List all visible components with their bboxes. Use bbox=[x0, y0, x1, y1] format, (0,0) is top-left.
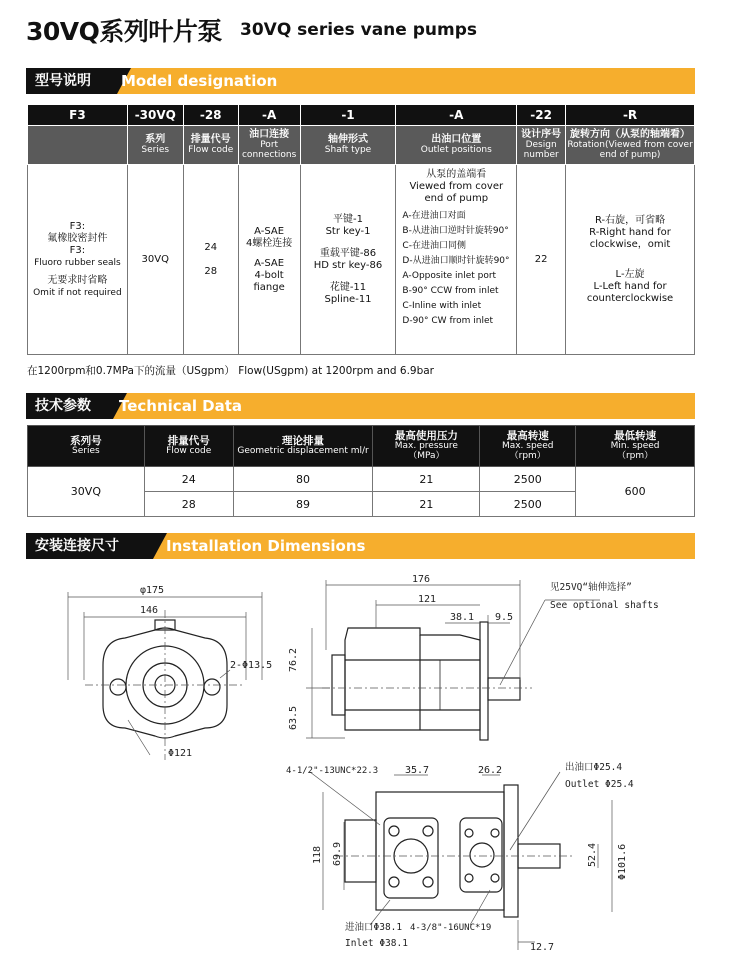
page-title-en: 30VQ series vane pumps bbox=[240, 20, 477, 40]
model-header-cell: 旋转方向（从泵的轴端看） Rotation(Viewed from cover end of pump) bbox=[566, 126, 695, 165]
tech-header-cell: 最高使用压力 Max. pressure （MPa） bbox=[373, 426, 480, 467]
model-section-title-cn: 型号说明 bbox=[26, 68, 117, 94]
dim-label: 52.4 bbox=[587, 842, 598, 867]
model-header-cell bbox=[28, 126, 128, 165]
dim-label: Φ121 bbox=[168, 748, 193, 759]
model-header-cell: 轴伸形式 Shaft type bbox=[300, 126, 396, 165]
tech-section-title-cn: 技术参数 bbox=[26, 393, 113, 419]
flow-code-value: 28 bbox=[144, 492, 233, 517]
dim-label: 146 bbox=[140, 605, 159, 616]
dim-label: 121 bbox=[418, 594, 437, 605]
model-code-cell: F3 bbox=[28, 105, 128, 126]
dim-label: 12.7 bbox=[530, 942, 555, 953]
dim-label: 2-Φ13.5 bbox=[230, 660, 273, 671]
inlet-label-en: Inlet Φ38.1 bbox=[345, 938, 408, 949]
dim-label: 38.1 bbox=[450, 612, 475, 623]
design-cell: 22 bbox=[517, 165, 566, 355]
tech-section-title-en: Technical Data bbox=[119, 397, 243, 415]
model-header-cell: 设计序号 Design number bbox=[517, 126, 566, 165]
model-code-cell: -22 bbox=[517, 105, 566, 126]
installation-drawings bbox=[0, 560, 748, 970]
outlet-label-cn: 出油口Φ25.4 bbox=[565, 762, 623, 773]
dim-label: 63.5 bbox=[288, 705, 299, 730]
install-section-band bbox=[26, 533, 695, 559]
table-row bbox=[28, 467, 695, 492]
dim-label: 26.2 bbox=[478, 765, 503, 776]
tech-data-table bbox=[27, 425, 695, 517]
model-code-cell: -30VQ bbox=[127, 105, 183, 126]
see-shafts-en: See optional shafts bbox=[550, 600, 659, 611]
model-section-title-en: Model designation bbox=[121, 72, 278, 90]
max-speed-value: 2500 bbox=[480, 467, 576, 492]
pressure-value: 21 bbox=[373, 467, 480, 492]
dim-label: φ175 bbox=[140, 585, 165, 596]
dim-label: 4-3/8"-16UNC*19 bbox=[410, 923, 492, 933]
tech-header-cell: 系列号 Series bbox=[28, 426, 145, 467]
tech-header-row bbox=[28, 426, 695, 467]
model-header-cell: 排量代号 Flow code bbox=[183, 126, 238, 165]
dim-label: 118 bbox=[312, 845, 323, 864]
model-body-row bbox=[28, 165, 695, 355]
tech-header-cell: 排量代号 Flow code bbox=[144, 426, 233, 467]
dim-label: 176 bbox=[412, 574, 431, 585]
tech-header-cell: 最高转速 Max. speed （rpm） bbox=[480, 426, 576, 467]
model-code-row bbox=[28, 105, 695, 126]
model-section-band bbox=[26, 68, 695, 94]
rotation-cell: R-右旋，可省略 R-Right hand for clockwise，omit L-左旋 L-Left hand for counterclockwise bbox=[566, 165, 695, 355]
model-header-row bbox=[28, 126, 695, 165]
tech-header-cell: 最低转速 Min. speed （rpm） bbox=[576, 426, 695, 467]
series-cell: 30VQ bbox=[127, 165, 183, 355]
model-code-cell: -A bbox=[238, 105, 300, 126]
page-title-cn: 30VQ系列叶片泵 bbox=[26, 17, 222, 46]
model-code-cell: -A bbox=[396, 105, 517, 126]
outlet-label-en: Outlet Φ25.4 bbox=[565, 779, 634, 790]
dim-label: 9.5 bbox=[495, 612, 514, 623]
dim-label: 35.7 bbox=[405, 765, 430, 776]
min-speed-value: 600 bbox=[576, 467, 695, 517]
tech-section-band bbox=[26, 393, 695, 419]
shaft-cell: 平键-1 Str key-1 重载平键-86 HD str key-86 花键-11 Spline-11 bbox=[300, 165, 396, 355]
model-code-cell: -28 bbox=[183, 105, 238, 126]
model-code-cell: -1 bbox=[300, 105, 396, 126]
dim-label: 76.2 bbox=[288, 647, 299, 672]
pressure-value: 21 bbox=[373, 492, 480, 517]
inlet-label-cn: 进油口Φ38.1 bbox=[345, 922, 403, 933]
flow-code-cell: 24 28 bbox=[183, 165, 238, 355]
tech-header-cell: 理论排量 Geometric displacement ml/r bbox=[233, 426, 373, 467]
dim-label: Φ101.6 bbox=[617, 843, 628, 880]
model-header-cell: 系列 Series bbox=[127, 126, 183, 165]
port-view-drawing bbox=[345, 785, 560, 917]
flow-code-value: 24 bbox=[144, 467, 233, 492]
port-cell: A-SAE 4螺栓连接 A-SAE 4-bolt fiange bbox=[238, 165, 300, 355]
model-designation-table bbox=[27, 104, 695, 355]
model-header-cell: 油口连接 Port connections bbox=[238, 126, 300, 165]
dim-label: 4-1/2"-13UNC*22.3 bbox=[286, 766, 379, 776]
model-code-cell: -R bbox=[566, 105, 695, 126]
seal-cell: F3: 氟橡胶密封件 F3: Fluoro rubber seals 无要求时省略 Omit if not required bbox=[28, 165, 128, 355]
side-view-drawing bbox=[332, 622, 520, 740]
model-header-cell: 出油口位置 Outlet positions bbox=[396, 126, 517, 165]
dim-label: 69.9 bbox=[332, 841, 343, 866]
displacement-value: 80 bbox=[233, 467, 373, 492]
max-speed-value: 2500 bbox=[480, 492, 576, 517]
see-shafts-cn: 见25VQ“轴伸选择” bbox=[550, 582, 632, 593]
install-section-title-cn: 安装连接尺寸 bbox=[26, 533, 153, 559]
outlet-cell: 从泵的盖端看 Viewed from cover end of pump A-在进油口对面 B-从进油口逆时针旋转90° C-在进油口同侧 D-从进油口顺时针旋转90° A-Opposite inlet port B-90° CCW from inlet C-Inline with inlet D-90° CW from inlet bbox=[396, 165, 517, 355]
flow-note: 在1200rpm和0.7MPa下的流量（USgpm） Flow(USgpm) at 1200rpm and 6.9bar bbox=[27, 365, 435, 377]
install-section-title-en: Installation Dimensions bbox=[166, 537, 366, 555]
series-value: 30VQ bbox=[28, 467, 145, 517]
displacement-value: 89 bbox=[233, 492, 373, 517]
